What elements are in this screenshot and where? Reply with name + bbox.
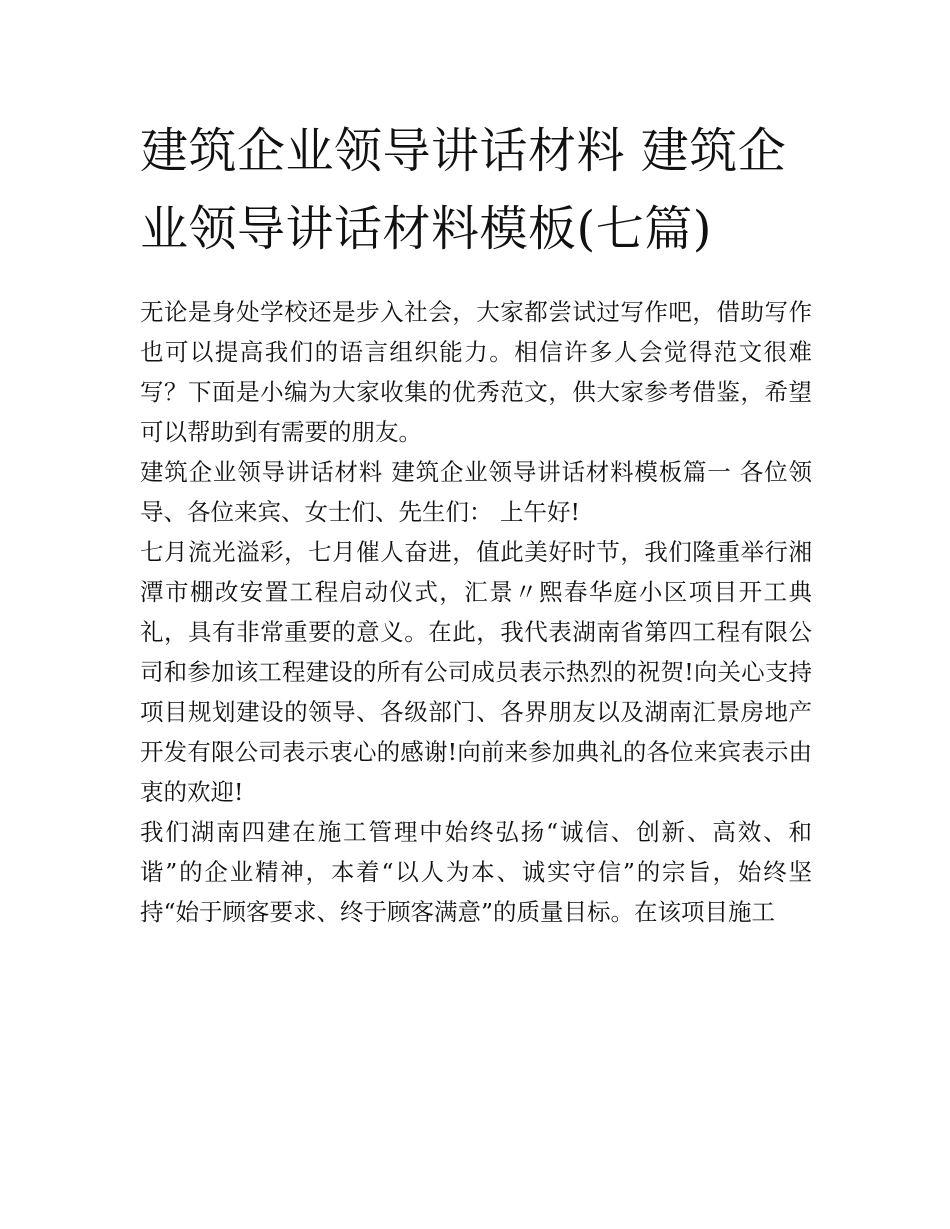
document-title: 建筑企业领导讲话材料 建筑企业领导讲话材料模板(七篇) bbox=[140, 123, 787, 257]
paragraph-intro: 无论是身处学校还是步入社会，大家都尝试过写作吧，借助写作也可以提高我们的语言组织能力。相信许多人会觉得范文很难写？下面是小编为大家收集的优秀范文，供大家参考借鉴，希望可以帮助到有需要的朋友。 bbox=[140, 298, 812, 446]
paragraph-company-spirit: 我们湖南四建在施工管理中始终弘扬“诚信、创新、高效、和谐”的企业精神，本着“以人为本、诚实守信”的宗旨，始终坚持“始于顾客要求、终于顾客满意”的质量目标。在该项目施工 bbox=[140, 818, 812, 926]
paragraph-ceremony: 七月流光溢彩，七月催人奋进，值此美好时节，我们隆重举行湘潭市棚改安置工程启动仪式，汇景〃熙春华庭小区项目开工典礼，具有非常重要的意义。在此，我代表湖南省第四工程有限公司和参加该工程建设的所有公司成员表示热烈的祝贺!向关心支持项目规划建设的领导、各级部门、各界朋友以及湖南汇景房地产开发有限公司表示衷心的感谢!向前来参加典礼的各位来宾表示由衷的欢迎! bbox=[140, 538, 812, 806]
paragraph-greeting: 建筑企业领导讲话材料 建筑企业领导讲话材料模板篇一 各位领导、各位来宾、女士们、先生们： 上午好! bbox=[140, 458, 812, 526]
document-page bbox=[140, 112, 812, 932]
